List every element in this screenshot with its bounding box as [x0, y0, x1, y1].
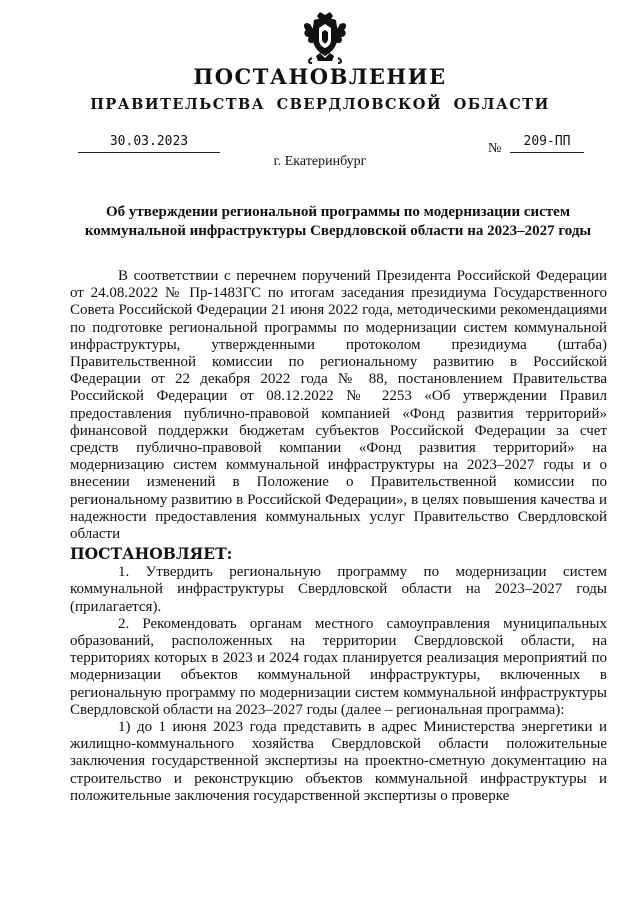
document-date: 30.03.2023	[78, 134, 220, 153]
item-paragraph: 1) до 1 июня 2023 года представить в адрес Министерства энергетики и жилищно-коммунального хозяйства Свердловской области положительные заключения государственной экспертизы на проектно-сметную документацию на строительство и реконструкцию объектов коммунальной инфраструктуры и положительные заключения государственной экспертизы о проверке	[70, 719, 607, 804]
document-body	[70, 268, 607, 805]
document-number: 209-ПП	[510, 134, 584, 153]
item-paragraph: 2. Рекомендовать органам местного самоуправления муниципальных образований, расположенных на территории Свердловской области, на территориях которых в 2023 и 2024 годах планируется реализация мероприятий по модернизации объектов коммунальной инфраструктуры, включенных в региональную программу по модернизации систем коммунальной инфраструктуры Свердловской области на 2023–2027 годы (далее – региональная программа):	[70, 615, 607, 718]
coat-of-arms-emblem	[302, 12, 348, 64]
decree-word: ПОСТАНОВЛЯЕТ:	[70, 544, 233, 564]
document-type-heading: ПОСТАНОВЛЕНИЕ	[193, 64, 447, 89]
document-title: Об утверждении региональной программы по модернизации систем коммунальной инфраструктуры Свердловской области на 2023–2027 годы	[84, 204, 592, 239]
issuer-heading: ПРАВИТЕЛЬСТВА СВЕРДЛОВСКОЙ ОБЛАСТИ	[90, 96, 550, 113]
preamble-paragraph: В соответствии с перечнем поручений Президента Российской Федерации от 24.08.2022 № Пр-1483ГС по итогам заседания президиума Государственного Совета Российской Федерации 21 июня 2022 года, методическими рекомендациями по подготовке региональной программы по модернизации систем коммунальной инфраструктуры, утвержденными протоколом президиума (штаба) Правительственной комиссии по региональному развитию в Российской Федерации от 22 декабря 2022 года № 88, постановлением Правительства Российской Федерации от 08.12.2022 № 2253 «Об утверждении Правил предоставления публично-правовой компанией «Фонд развития территорий» финансовой поддержки бюджетам субъектов Российской Федерации за счет средств публично-правовой компании «Фонд развития территорий» на модернизацию систем коммунальной инфраструктуры на 2023–2027 годы и о внесении изменений в Положение о Правительственной комиссии по региональному развитию в Российской Федерации», в целях повышения качества и надежности предоставления коммунальных услуг Правительство Свердловской области	[70, 268, 607, 543]
city-line: г. Екатеринбург	[273, 154, 367, 169]
number-sign: №	[488, 141, 502, 156]
item-paragraph: 1. Утвердить региональную программу по модернизации систем коммунальной инфраструктуры Свердловской области на 2023–2027 годы (прилагается).	[70, 564, 607, 615]
